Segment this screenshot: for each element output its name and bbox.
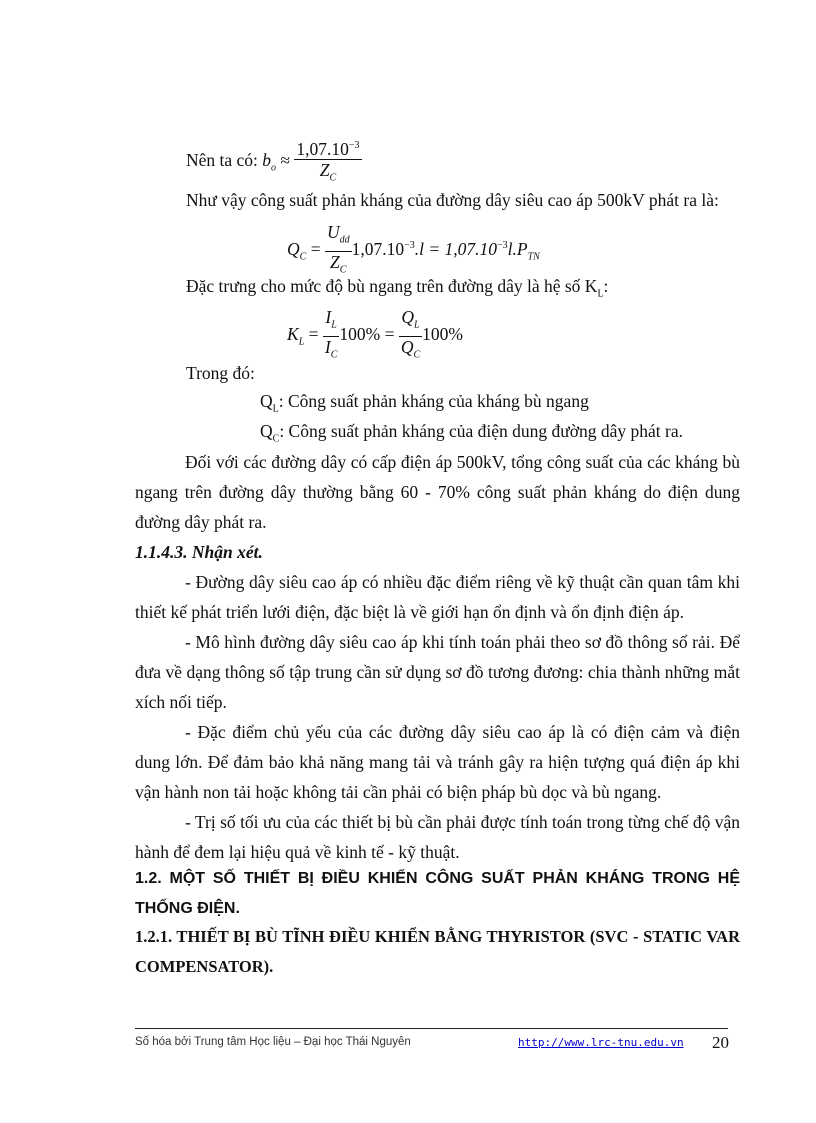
footer-link[interactable]: http://www.lrc-tnu.edu.vn (518, 1036, 684, 1049)
numerator: Q (401, 307, 415, 327)
where-label: Trong đó: (186, 363, 255, 383)
page-number: 20 (712, 1033, 729, 1052)
definition-text: : Công suất phản kháng của kháng bù ngang (278, 391, 589, 411)
denominator-sub: C (330, 349, 338, 360)
numerator: U (326, 222, 340, 242)
paragraph-500kv: Đối với các đường dây có cấp điện áp 500kV, tổng công suất của các kháng bù ngang trên đường dây thường bằng 60 - 70% công suất phản kháng do điện dung đường dây phát ra. (135, 452, 740, 532)
symbol-sub: C (299, 251, 307, 263)
equals-sign: = (308, 324, 319, 345)
equation-kl (287, 307, 463, 365)
equals-sign: = (310, 239, 321, 260)
denominator: I (324, 336, 331, 357)
bullet-2: - Mô hình đường dây siêu cao áp khi tính toán phải theo sơ đồ thông số rải. Để đưa về dạng thông số tập trung cần sử dụng sơ đồ tương đương: chia thành những mắt xích nối tiếp. (135, 632, 740, 712)
equation-term: l.P (507, 239, 528, 260)
symbol-sub: L (298, 336, 305, 348)
equation-term: 100% = (339, 324, 395, 345)
definition-symbol: Q (260, 421, 273, 441)
section-heading-1-2-1: 1.2.1. THIẾT BỊ BÙ TĨNH ĐIỀU KHIỂN BẰNG THYRISTOR (SVC - STATIC VAR COMPENSATOR). (135, 927, 740, 976)
numerator-sub: L (414, 319, 420, 331)
equation-qc (287, 222, 540, 280)
exponent: −3 (404, 240, 415, 252)
fraction (323, 307, 340, 365)
numerator-sub: dd (339, 234, 350, 246)
symbol-sub: o (271, 162, 277, 174)
footer-credit: Số hóa bởi Trung tâm Học liệu – Đại học Thái Nguyên (135, 1036, 411, 1048)
bullet-1: - Đường dây siêu cao áp có nhiều đặc điểm riêng về kỹ thuật cần quan tâm khi thiết kế phát triển lưới điện, đặc biệt là về giới hạn ổn định và ổn định điện áp. (135, 572, 740, 622)
equation-term: .l = 1,07.10 (414, 239, 498, 260)
numerator-sub: L (331, 319, 337, 331)
equation-term: 1,07.10 (351, 239, 405, 260)
fraction (294, 136, 361, 188)
paragraph-sub: L (597, 288, 604, 300)
numerator: 1,07.10 (296, 138, 349, 159)
section-heading-1-2: 1.2. MỘT SỐ THIẾT BỊ ĐIỀU KHIỂN CÔNG SUẤT PHẢN KHÁNG TRONG HỆ THỐNG ĐIỆN. (135, 870, 740, 917)
paragraph-qc-intro: Như vậy công suất phản kháng của đường dây siêu cao áp 500kV phát ra là: (186, 190, 719, 210)
exponent: −3 (348, 140, 360, 151)
definition-symbol: Q (260, 391, 273, 411)
equation-term: 100% (422, 324, 463, 345)
definition-text: : Công suất phản kháng của điện dung đường dây phát ra. (279, 421, 683, 441)
symbol-k: K (287, 324, 299, 345)
definition-sub: L (272, 403, 279, 415)
paragraph-text: Đặc trưng cho mức độ bù ngang trên đường dây là hệ số K (186, 276, 598, 296)
denominator: Z (319, 159, 330, 180)
symbol-q: Q (287, 239, 300, 260)
equation-prefix: Nên ta có: (186, 150, 258, 171)
footer-divider (135, 1028, 728, 1029)
denominator-sub: C (339, 264, 347, 275)
approx-sign: ≈ (280, 150, 291, 171)
denominator: Z (330, 251, 340, 272)
numerator: I (325, 307, 332, 327)
definition-ql (260, 391, 589, 415)
bullet-3: - Đặc điểm chủ yếu của các đường dây siêu cao áp là có điện cảm và điện dung lớn. Để đảm bảo khả năng mang tải và tránh gây ra hiện tượng quá điện áp khi vận hành non tải hoặc không tải cần phải có biện pháp bù dọc và bù ngang. (135, 722, 740, 802)
symbol-b: b (262, 150, 272, 171)
denominator-sub: C (413, 349, 421, 360)
equation-sub: TN (527, 251, 540, 263)
paragraph-end: : (603, 276, 609, 296)
fraction (325, 222, 352, 280)
definition-qc (260, 421, 683, 445)
bullet-4: - Trị số tối ưu của các thiết bị bù cần phải được tính toán trong từng chế độ vận hành để đem lại hiệu quả về kinh tế - kỹ thuật. (135, 812, 740, 862)
denominator-sub: C (329, 172, 337, 184)
equation-bo (186, 136, 362, 188)
paragraph-kl-intro (186, 276, 608, 300)
exponent: −3 (497, 240, 508, 252)
fraction (399, 307, 422, 365)
denominator: Q (400, 336, 414, 357)
section-heading-nhan-xet: 1.1.4.3. Nhận xét. (135, 542, 263, 562)
definition-sub: C (272, 433, 280, 445)
